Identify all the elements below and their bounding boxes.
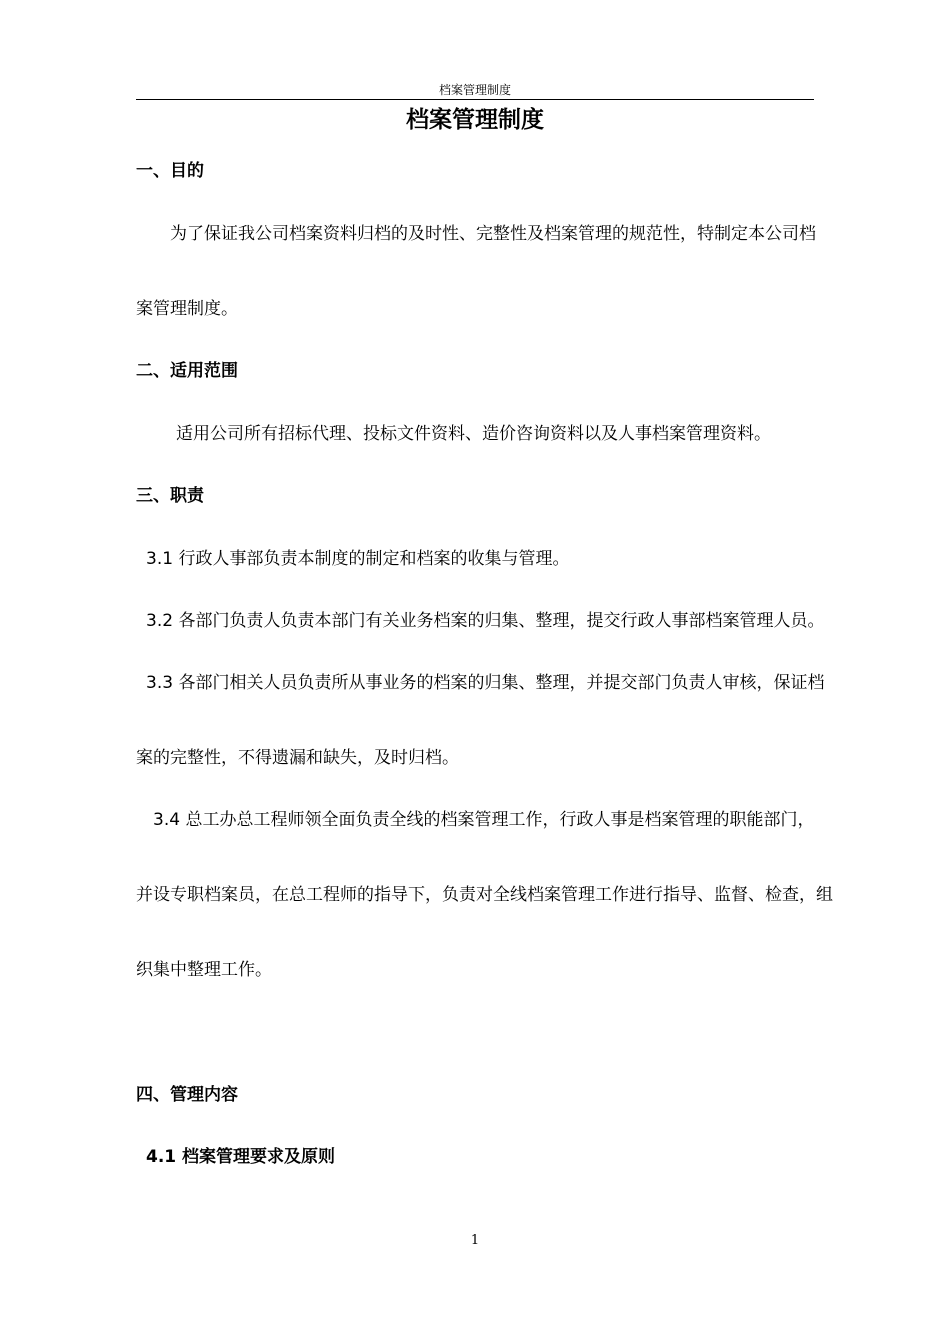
list-item-3-4-cont: 织集中整理工作。: [136, 960, 272, 980]
paragraph-line: 为了保证我公司档案资料归档的及时性、完整性及档案管理的规范性，特制定本公司档: [170, 224, 816, 244]
running-header: 档案管理制度: [438, 83, 511, 97]
list-item-3-3: 3.3 各部门相关人员负责所从事业务的档案的归集、整理，并提交部门负责人审核，保证档: [146, 673, 825, 693]
section-heading-management: 四、管理内容: [136, 1085, 238, 1105]
header-rule: [136, 99, 814, 100]
page-number: 1: [470, 1233, 480, 1248]
section-heading-duties: 三、职责: [136, 486, 204, 506]
paragraph-line: 案管理制度。: [136, 299, 238, 319]
paragraph-line: 适用公司所有招标代理、投标文件资料、造价咨询资料以及人事档案管理资料。: [176, 424, 771, 444]
section-heading-purpose: 一、目的: [136, 161, 204, 181]
document-title: 档案管理制度: [406, 107, 544, 133]
subsection-heading-4-1: 4.1 档案管理要求及原则: [146, 1147, 336, 1167]
section-heading-scope: 二、适用范围: [136, 361, 238, 381]
list-item-3-3-cont: 案的完整性，不得遗漏和缺失，及时归档。: [136, 748, 459, 768]
list-item-3-4: 3.4 总工办总工程师领全面负责全线的档案管理工作，行政人事是档案管理的职能部门，: [153, 810, 815, 830]
list-item-3-2: 3.2 各部门负责人负责本部门有关业务档案的归集、整理，提交行政人事部档案管理人员。: [146, 611, 825, 631]
list-item-3-1: 3.1 行政人事部负责本制度的制定和档案的收集与管理。: [146, 549, 570, 569]
list-item-3-4-cont: 并设专职档案员，在总工程师的指导下，负责对全线档案管理工作进行指导、监督、检查，组: [136, 885, 833, 905]
